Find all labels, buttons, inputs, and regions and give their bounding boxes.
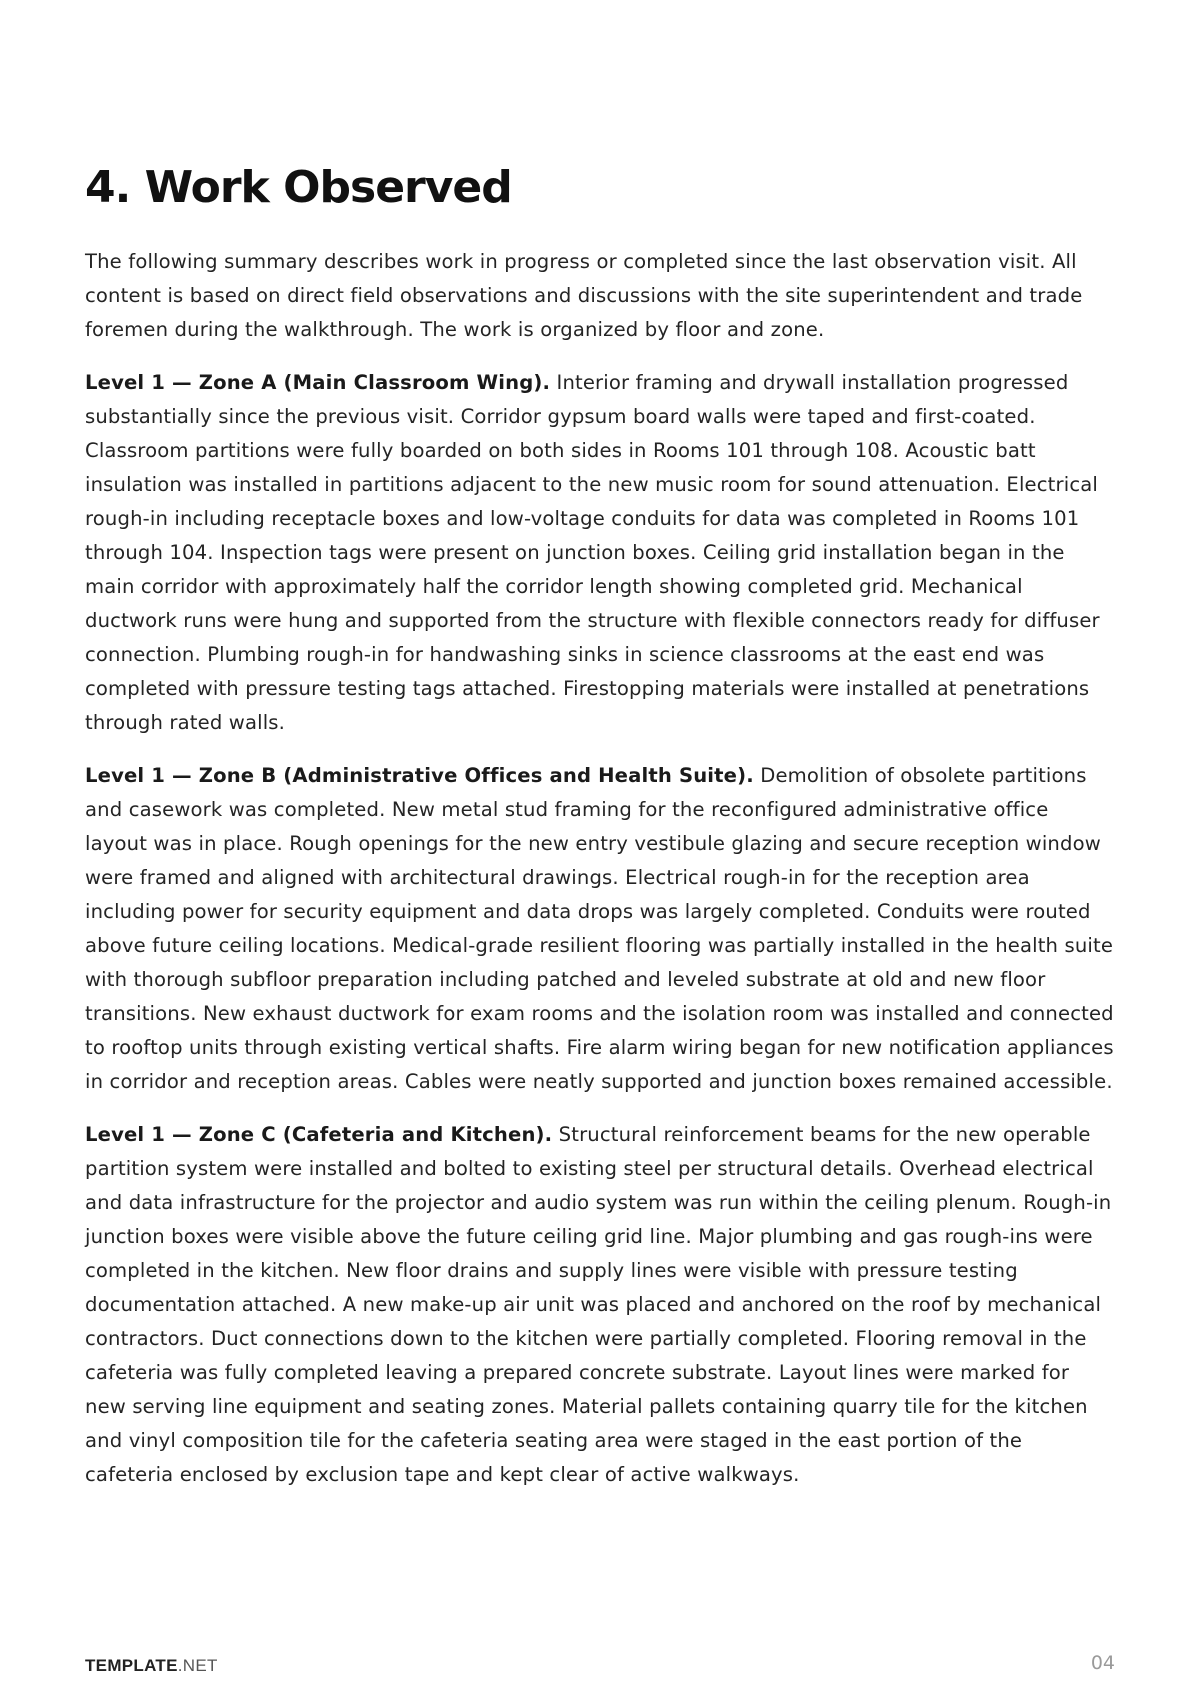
- zone-a-heading: Level 1 — Zone A (Main Classroom Wing).: [85, 371, 551, 394]
- section-title: 4. Work Observed: [85, 162, 512, 213]
- brand-logo: [85, 1656, 218, 1676]
- zone-a-text: Interior framing and drywall installation progressed substantially since the previous visit. Corridor gypsum board walls were taped and first-coated. Classroom partitions were fully boarded on both sides in Rooms 101 through 108. Acoustic batt insulation was installed in partitions adjacent to the new music room for sound attenuation. Electrical rough-in including receptacle boxes and low-voltage conduits for data was completed in Rooms 101 through 104. Inspection tags were present on junction boxes. Ceiling grid installation began in the main corridor with approximately half the corridor length showing completed grid. Mechanical ductwork runs were hung and supported from the structure with flexible connectors ready for diffuser connection. Plumbing rough-in for handwashing sinks in science classrooms at the east end was completed with pressure testing tags attached. Firestopping materials were installed at penetrations through rated walls.: [85, 371, 1100, 734]
- zone-c-paragraph: [85, 1118, 1115, 1492]
- zone-b-paragraph: [85, 759, 1115, 1099]
- report-page: [85, 158, 1115, 1511]
- zone-c-heading: Level 1 — Zone C (Cafeteria and Kitchen).: [85, 1123, 553, 1146]
- brand-suffix: .NET: [177, 1656, 218, 1675]
- zone-a-paragraph: [85, 366, 1115, 740]
- brand-name: TEMPLATE: [85, 1656, 178, 1675]
- zone-c-text: Structural reinforcement beams for the new operable partition system were installed and bolted to existing steel per structural details. Overhead electrical and data infrastructure for the projector and audio system was run within the ceiling plenum. Rough-in junction boxes were visible above the future ceiling grid line. Major plumbing and gas rough-ins were completed in the kitchen. New floor drains and supply lines were visible with pressure testing documentation attached. A new make-up air unit was placed and anchored on the roof by mechanical contractors. Duct connections down to the kitchen were partially completed. Flooring removal in the cafeteria was fully completed leaving a prepared concrete substrate. Layout lines were marked for new serving line equipment and seating zones. Material pallets containing quarry tile for the kitchen and vinyl composition tile for the cafeteria seating area were staged in the east portion of the cafeteria enclosed by exclusion tape and kept clear of active walkways.: [85, 1123, 1112, 1486]
- page-number: 04: [1090, 1652, 1115, 1674]
- zone-b-text: Demolition of obsolete partitions and casework was completed. New metal stud framing for the reconfigured administrative office layout was in place. Rough openings for the new entry vestibule glazing and secure reception window were framed and aligned with architectural drawings. Electrical rough-in for the reception area including power for security equipment and data drops was largely completed. Conduits were routed above future ceiling locations. Medical-grade resilient flooring was partially installed in the health suite with thorough subfloor preparation including patched and leveled substrate at old and new floor transitions. New exhaust ductwork for exam rooms and the isolation room was installed and connected to rooftop units through existing vertical shafts. Fire alarm wiring began for new notification appliances in corridor and reception areas. Cables were neatly supported and junction boxes remained accessible.: [85, 764, 1114, 1093]
- intro-paragraph: The following summary describes work in progress or completed since the last observation visit. All content is based on direct field observations and discussions with the site superintendent and trade foremen during the walkthrough. The work is organized by floor and zone.: [85, 250, 1083, 341]
- zone-b-heading: Level 1 — Zone B (Administrative Offices and Health Suite).: [85, 764, 754, 787]
